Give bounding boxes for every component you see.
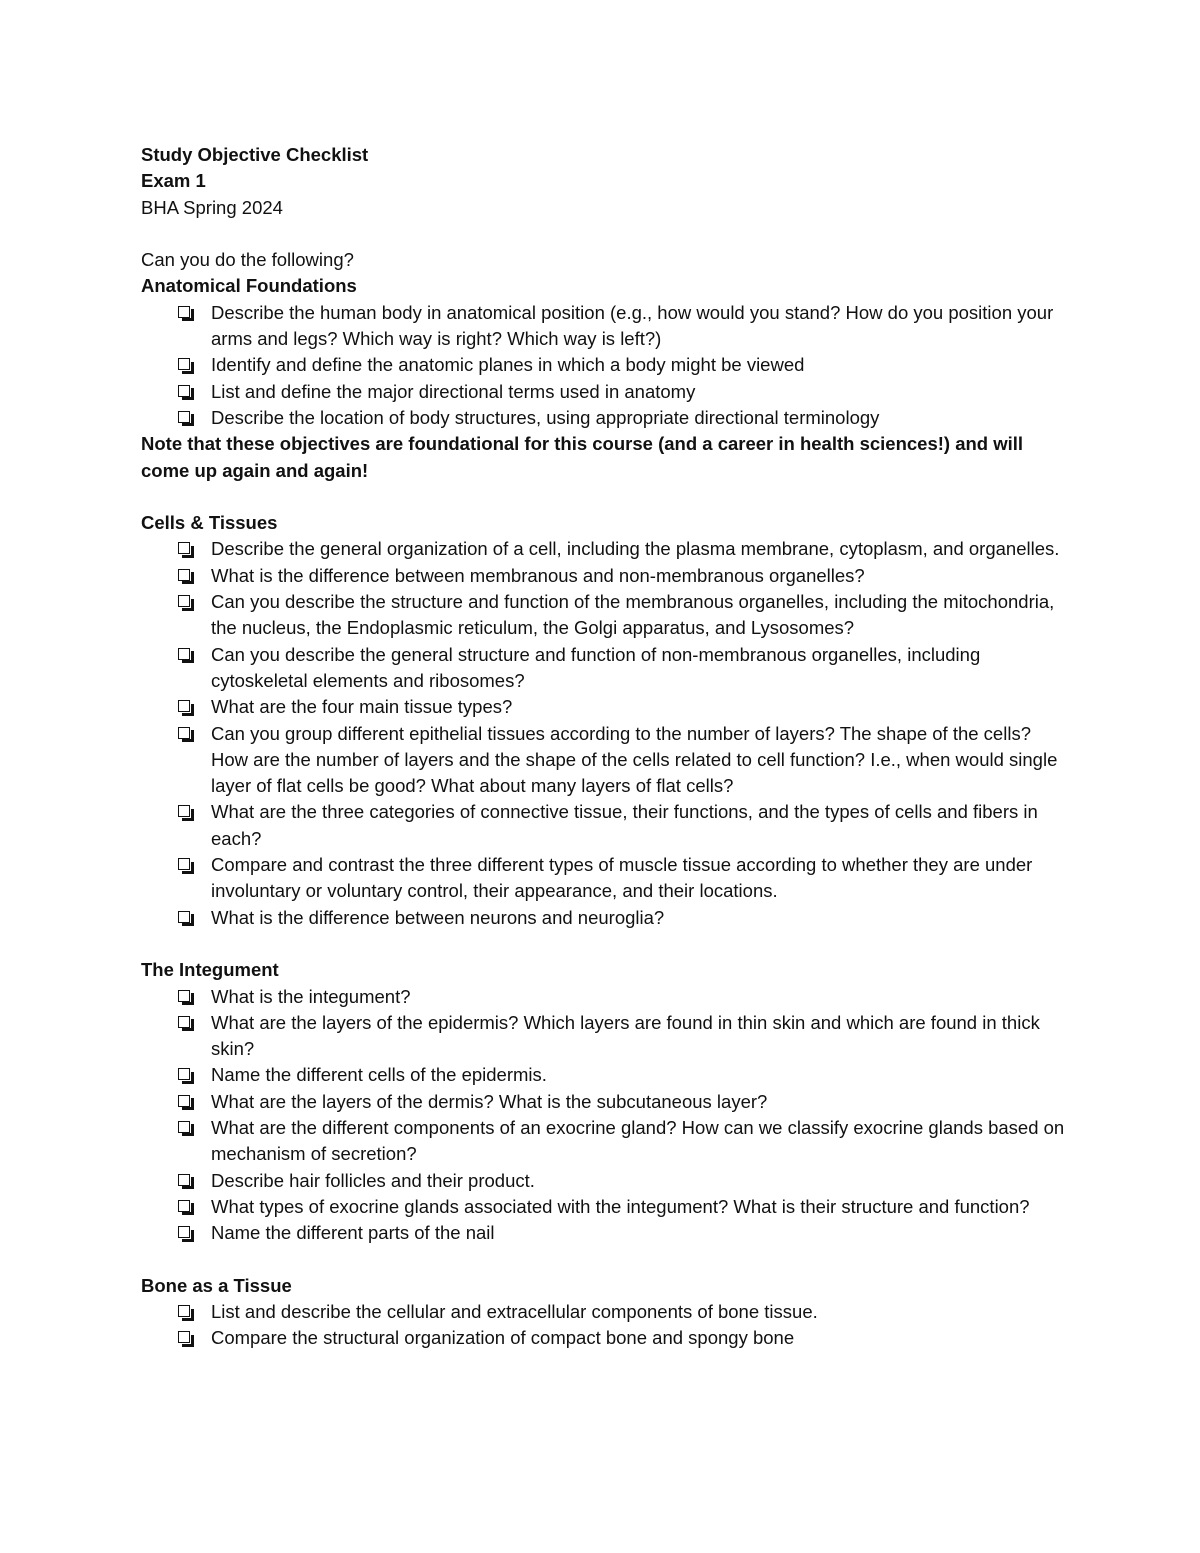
checklist-item-text: What are the three categories of connective tissue, their functions, and the types of cells and fibers in each? xyxy=(211,801,1038,849)
checklist-item-text: Describe the human body in anatomical position (e.g., how would you stand? How do you position your arms and legs? Which way is right? Which way is left?) xyxy=(211,301,1054,350)
checkbox-icon[interactable] xyxy=(178,1121,190,1133)
checkbox-icon[interactable] xyxy=(178,595,190,607)
checklist-item xyxy=(141,1194,1071,1220)
checklist-item-text: What is the integument? xyxy=(211,985,411,1007)
checkbox-icon[interactable] xyxy=(178,1174,190,1186)
section-heading-bone: Bone as a Tissue xyxy=(141,1274,292,1296)
prompt-text: Can you do the following? xyxy=(141,249,354,271)
checkbox-icon[interactable] xyxy=(178,1331,190,1343)
checkbox-icon[interactable] xyxy=(178,542,190,554)
checklist-integument xyxy=(141,984,1071,1247)
checklist-item xyxy=(141,300,1071,353)
checklist-item-text: List and describe the cellular and extracellular components of bone tissue. xyxy=(211,1301,818,1323)
checklist-item-text: Name the different cells of the epidermis. xyxy=(211,1064,547,1086)
checklist-item xyxy=(141,852,1071,905)
checklist-item xyxy=(141,1062,1071,1088)
spacer xyxy=(141,1246,1071,1272)
checklist-item xyxy=(141,905,1071,931)
checkbox-icon[interactable] xyxy=(178,700,190,712)
checklist-item xyxy=(141,694,1071,720)
checklist-item xyxy=(141,563,1071,589)
checkbox-icon[interactable] xyxy=(178,1226,190,1238)
checklist-item-text: Can you group different epithelial tissues according to the number of layers? The shape of the cells? How are the number of layers and the shape of the cells related to cell function? I.e., when would single layer of flat cells be good? What about many layers of flat cells? xyxy=(211,722,1058,797)
document-title: Study Objective Checklist xyxy=(141,144,369,165)
checklist-item-text: What is the difference between membranous and non-membranous organelles? xyxy=(211,564,865,586)
checklist-item-text: List and define the major directional terms used in anatomy xyxy=(211,380,696,402)
checkbox-icon[interactable] xyxy=(178,990,190,1002)
checklist-item-text: What types of exocrine glands associated with the integument? What is their structure and function? xyxy=(211,1195,1030,1217)
checklist-item xyxy=(141,536,1071,562)
checkbox-icon[interactable] xyxy=(178,805,190,817)
checklist-item xyxy=(141,799,1071,852)
spacer xyxy=(141,931,1071,957)
checklist-item xyxy=(141,589,1071,642)
checklist-item-text: What are the layers of the epidermis? Which layers are found in thin skin and which are found in thick skin? xyxy=(211,1011,1040,1060)
checklist-item-text: Compare the structural organization of compact bone and spongy bone xyxy=(211,1327,795,1349)
checklist-item xyxy=(141,1325,1071,1351)
checkbox-icon[interactable] xyxy=(178,1200,190,1212)
checklist-item xyxy=(141,1115,1071,1168)
checklist-item-text: What are the different components of an exocrine gland? How can we classify exocrine glands based on mechanism of secretion? xyxy=(211,1116,1065,1165)
checklist-item xyxy=(141,642,1071,695)
section-heading-anatomical: Anatomical Foundations xyxy=(141,275,357,297)
checkbox-icon[interactable] xyxy=(178,727,190,739)
checkbox-icon[interactable] xyxy=(178,911,190,923)
spacer xyxy=(141,221,1071,247)
foundational-note: Note that these objectives are foundational for this course (and a career in health sciences!) and will come up again and again! xyxy=(141,433,1024,481)
checklist-item-text: Describe the location of body structures, using appropriate directional terminology xyxy=(211,406,880,428)
checkbox-icon[interactable] xyxy=(178,1305,190,1317)
checklist-item-text: What is the difference between neurons and neuroglia? xyxy=(211,906,665,928)
checklist-item xyxy=(141,1168,1071,1194)
checkbox-icon[interactable] xyxy=(178,858,190,870)
checklist-bone xyxy=(141,1299,1071,1352)
term-label: BHA Spring 2024 xyxy=(141,196,283,218)
checklist-item xyxy=(141,1299,1071,1325)
checkbox-icon[interactable] xyxy=(178,306,190,318)
checklist-item-text: Can you describe the structure and function of the membranous organelles, including the mitochondria, the nucleus, the Endoplasmic reticulum, the Golgi apparatus, and Lysosomes? xyxy=(211,591,1055,639)
checklist-item-text: Describe hair follicles and their product. xyxy=(211,1169,535,1191)
checklist-item xyxy=(141,379,1071,405)
checklist-item xyxy=(141,352,1071,378)
checklist-item-text: What are the four main tissue types? xyxy=(211,696,513,718)
section-heading-integument: The Integument xyxy=(141,959,279,981)
spacer xyxy=(141,484,1071,510)
checklist-anatomical xyxy=(141,300,1071,431)
checklist-item xyxy=(141,405,1071,431)
checkbox-icon[interactable] xyxy=(178,358,190,370)
checklist-item xyxy=(141,1010,1071,1063)
checkbox-icon[interactable] xyxy=(178,1095,190,1107)
checkbox-icon[interactable] xyxy=(178,411,190,423)
section-heading-cells: Cells & Tissues xyxy=(141,512,278,534)
document-content xyxy=(141,142,1071,1352)
checklist-item xyxy=(141,984,1071,1010)
checklist-item xyxy=(141,721,1071,800)
checkbox-icon[interactable] xyxy=(178,648,190,660)
checklist-item-text: Identify and define the anatomic planes in which a body might be viewed xyxy=(211,354,805,376)
checklist-item-text: Describe the general organization of a cell, including the plasma membrane, cytoplasm, and organelles. xyxy=(211,538,1060,560)
checklist-item-text: Name the different parts of the nail xyxy=(211,1222,495,1244)
checklist-item xyxy=(141,1220,1071,1246)
checklist-item-text: Compare and contrast the three different types of muscle tissue according to whether they are under involuntary or voluntary control, their appearance, and their locations. xyxy=(211,854,1033,902)
checklist-item-text: What are the layers of the dermis? What is the subcutaneous layer? xyxy=(211,1090,768,1112)
checkbox-icon[interactable] xyxy=(178,385,190,397)
checkbox-icon[interactable] xyxy=(178,569,190,581)
checklist-item xyxy=(141,1089,1071,1115)
checklist-cells xyxy=(141,536,1071,930)
exam-label: Exam 1 xyxy=(141,170,206,192)
checkbox-icon[interactable] xyxy=(178,1068,190,1080)
checklist-item-text: Can you describe the general structure and function of non-membranous organelles, including cytoskeletal elements and ribosomes? xyxy=(211,643,981,691)
checkbox-icon[interactable] xyxy=(178,1016,190,1028)
